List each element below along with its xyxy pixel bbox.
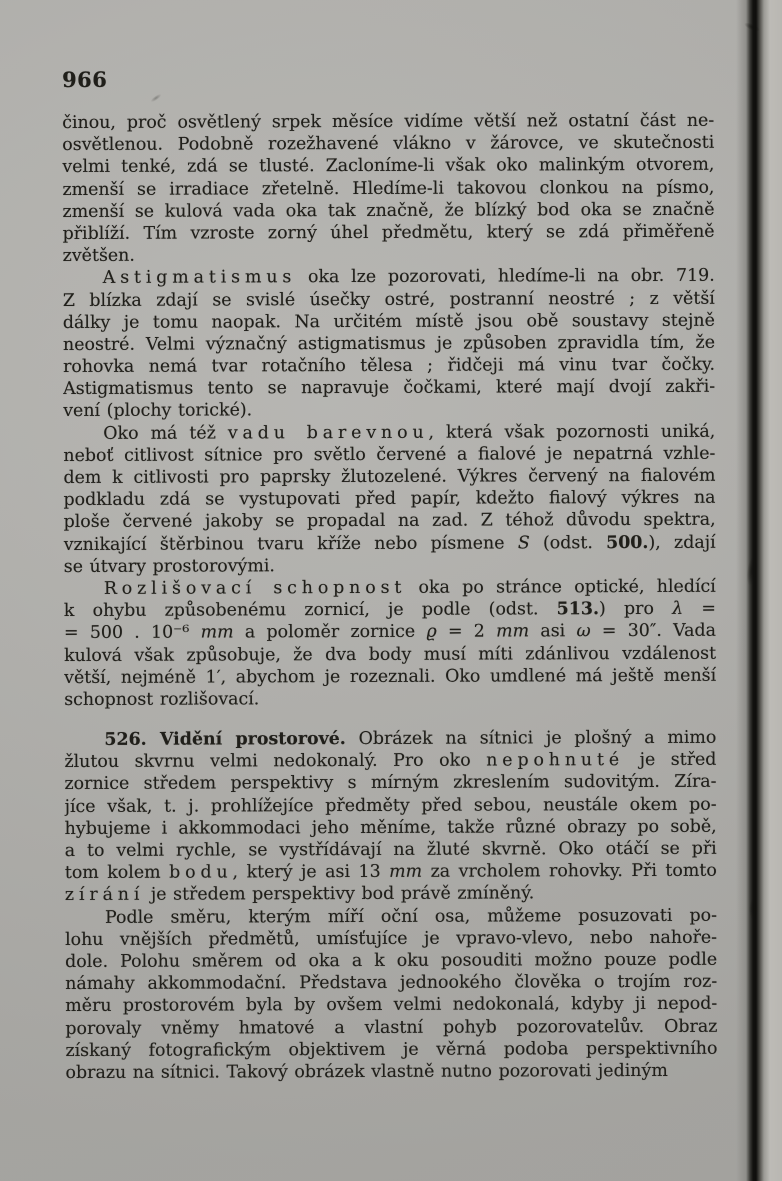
body-text: hybujeme i akkommodaci jeho měníme, takže různé obrazy po sobě,: [64, 816, 717, 839]
body-text: asi: [529, 621, 577, 642]
body-text: ) pro: [598, 598, 673, 620]
body-text: je středem perspektivy bod právě zmíněný.: [144, 883, 535, 906]
text-line: [63, 420, 715, 444]
body-text: = 2: [436, 621, 497, 643]
paragraph: [64, 727, 717, 907]
text-line: [63, 287, 715, 311]
text-line: [65, 1060, 717, 1084]
text-line: [63, 487, 715, 511]
text-line: [65, 926, 717, 950]
italic-text: S: [517, 532, 530, 553]
body-text: , který je asi 13: [232, 862, 390, 883]
text-line: [62, 154, 714, 178]
paragraph: [63, 420, 716, 578]
text-line: [63, 265, 715, 289]
body-text: k ohybu způsobenému zornicí, je podle (odst.: [63, 599, 557, 622]
italic-text: mm: [200, 622, 234, 643]
text-line: [65, 1015, 717, 1039]
text-line: [62, 132, 714, 156]
text-line: [63, 221, 715, 245]
body-text: osvětlenou. Podobně rozežhavené vlákno v žárovce, ve skutečnosti: [62, 132, 715, 156]
text-line: [65, 860, 717, 884]
body-text: námahy akkommodační. Představa jednookého člověka o trojím roz-: [65, 971, 718, 995]
bold-text: 500.: [606, 532, 649, 553]
italic-text: ϱ: [426, 622, 437, 643]
body-text: dole. Polohu směrem od oka a k oku posouditi možno pouze podle: [65, 949, 718, 972]
text-block: [62, 110, 717, 1084]
paragraph: [65, 904, 718, 1084]
text-line: [65, 949, 717, 973]
text-line: [65, 971, 717, 995]
body-text: zmenší se kulová vada oka tak značně, že blízký bod oka se značně: [62, 199, 715, 222]
text-line: [64, 509, 716, 533]
bold-text: 513.: [556, 599, 600, 620]
text-line: [63, 354, 715, 378]
body-text: = 500 . 10⁻⁶: [63, 622, 201, 644]
body-text: a poloměr zornice: [233, 622, 427, 643]
body-text: velmi tenké, zdá se tlusté. Zacloníme-li však oko malinkým otvorem,: [62, 155, 715, 178]
body-text: , která však pozornosti uniká,: [428, 421, 716, 443]
body-text: tom kolem: [64, 862, 170, 884]
text-line: [64, 531, 716, 555]
body-text: zmenší se irradiace zřetelně. Hledíme-li takovou clonkou na písmo,: [62, 177, 715, 200]
text-line: [65, 882, 717, 906]
text-line: [64, 598, 716, 622]
paragraph: [64, 576, 716, 711]
body-text: =: [683, 598, 716, 619]
body-text: Astigmatismus tento se napravuje čočkami, které mají dvojí zakři-: [63, 376, 716, 400]
text-line: [63, 465, 715, 489]
page-number: 966: [62, 66, 108, 92]
text-line: [63, 376, 715, 400]
text-line: [62, 198, 714, 222]
spaced-emphasis-text: bodu: [169, 862, 233, 883]
body-text: vení (plochy torické).: [63, 400, 253, 422]
body-text: Z blízka zdají se svislé úsečky ostré, postranní neostré ; z větší: [62, 288, 715, 311]
body-text: oka po stránce optické, hledící: [406, 576, 716, 598]
text-line: [63, 243, 715, 267]
text-line: [65, 838, 717, 862]
body-text: a to velmi rychle, se vystřídávají na žluté skvrně. Oko otáčí se při: [64, 838, 717, 861]
body-text: se útvary prostorovými.: [63, 556, 275, 577]
body-text: oka lze pozorovati, hledíme-li na obr. 719.: [296, 266, 715, 288]
spaced-emphasis-text: Astigmatismus: [102, 267, 297, 289]
body-text: za vrcholem rohovky. Při tomto: [422, 860, 717, 882]
body-text: lohu vnějších předmětů, umísťujíce je vpravo-vlevo, nebo nahoře-: [65, 927, 718, 950]
body-text: neboť citlivost sítnice pro světlo červené a fialové je nepatrná vzhle-: [63, 443, 716, 466]
body-text: ), zdají: [648, 532, 716, 553]
italic-text: ω: [576, 621, 591, 642]
body-text: dem k citlivosti pro paprsky žlutozelené. Výkres červený na fialovém: [63, 465, 716, 488]
spaced-emphasis-text: zírání: [64, 885, 145, 906]
body-text: jíce však, t. j. prohlížejíce předměty před sebou, neustále okem po-: [64, 794, 717, 817]
bold-text: 526. Vidění prostorové.: [104, 729, 346, 750]
body-text: kulová však způsobuje, že dva body musí míti zdánlivou vzdálenost: [64, 643, 717, 666]
paragraph: [63, 265, 716, 423]
body-text: dálky je tomu naopak. Na určitém místě jsou obě soustavy stejně: [62, 310, 715, 333]
text-content: [62, 64, 718, 1084]
text-line: [65, 904, 717, 928]
text-line: [64, 642, 716, 666]
text-line: [62, 176, 714, 200]
body-text: je střed: [623, 749, 717, 771]
text-line: [64, 553, 716, 577]
body-text: získaný fotografickým objektivem je věrná podoba perspektivního: [65, 1038, 718, 1061]
italic-text: mm: [389, 861, 423, 883]
page-gutter-fold: [736, 0, 782, 1181]
body-text: schopnost rozlišovací.: [64, 689, 260, 710]
text-line: [65, 816, 717, 840]
body-text: porovaly vněmy hmatové a vlastní pohyb pozorovatelův. Obraz: [65, 1016, 718, 1039]
text-line: [63, 398, 715, 422]
body-text: Obrázek na sítnici je plošný a mimo: [345, 727, 717, 750]
text-line: [65, 993, 717, 1017]
body-text: (odst.: [529, 532, 607, 553]
body-text: zvětšen.: [62, 245, 135, 267]
body-text: neostré. Velmi význačný astigmatismus je způsoben zpravidla tím, že: [62, 332, 716, 355]
text-line: [64, 749, 716, 773]
text-line: [63, 309, 715, 333]
text-line: [64, 727, 716, 751]
text-line: [64, 771, 716, 795]
body-text: rohovka nemá tvar rotačního tělesa ; řidčeji má vinu tvar čočky.: [63, 354, 716, 378]
body-text: žlutou skvrnu velmi nedokonalý. Pro oko: [64, 750, 487, 773]
spaced-emphasis-text: vadu barevnou: [227, 422, 429, 444]
italic-text: mm: [496, 621, 530, 642]
body-text: měru prostorovém byla by ovšem velmi nedokonalá, kdyby ji nepod-: [65, 994, 718, 1017]
body-text: vznikající štěrbinou tvaru kříže nebo písmene: [63, 532, 518, 555]
body-text: zornice středem perspektivy s mírným zkreslením sudovitým. Zíra-: [64, 772, 717, 795]
body-text: přiblíží. Tím vzroste zorný úhel předmětu, který se zdá přiměřeně: [62, 221, 715, 244]
text-line: [65, 1037, 717, 1061]
italic-text: λ: [672, 598, 684, 619]
spaced-emphasis-text: nepohnuté: [486, 750, 625, 771]
body-text: Oko má též: [103, 423, 228, 444]
text-line: [62, 110, 714, 134]
body-text: = 30″. Vada: [590, 621, 716, 642]
body-text: činou, proč osvětlený srpek měsíce vidíme větší než ostatní část ne-: [62, 110, 715, 133]
spaced-emphasis-text: Rozlišovací schopnost: [103, 577, 407, 599]
text-line: [63, 443, 715, 467]
body-text: ploše červené jakoby se propadal na zad. Z téhož důvodu spektra,: [63, 510, 716, 533]
text-line: [65, 793, 717, 817]
text-line: [64, 664, 716, 688]
body-text: větší, nejméně 1′, abychom je rozeznali. Oko umdlené má ještě menší: [64, 665, 717, 688]
text-line: [64, 576, 716, 600]
text-line: [63, 332, 715, 356]
body-text: Podle směru, kterým míří oční osa, můžeme posuzovati po-: [104, 905, 718, 928]
paragraph: [62, 110, 715, 268]
text-line: [64, 620, 716, 644]
text-line: [64, 687, 716, 711]
body-text: obrazu na sítnici. Takový obrázek vlastně nutno pozorovati jediným: [65, 1060, 668, 1083]
body-text: podkladu zdá se vystupovati před papír, kdežto fialový výkres na: [63, 487, 716, 511]
